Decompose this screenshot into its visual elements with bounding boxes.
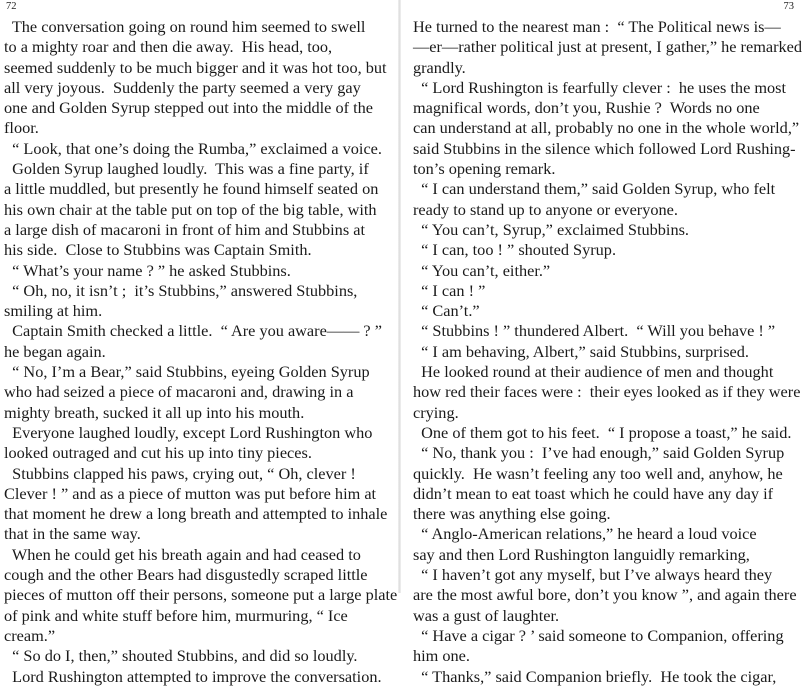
text-line: Clever ! ” and as a piece of mutton was put before him at [4, 483, 377, 503]
text-line: One of them got to his feet. “ I propose a toast,” he said. [413, 422, 792, 442]
book-gutter [398, 0, 401, 593]
text-line: “ Anglo-American relations,” he heard a loud voice [413, 524, 757, 544]
text-line: pieces of mutton off their persons, someone put a large plate [4, 585, 398, 605]
text-line: smiling at him. [4, 301, 103, 321]
text-line: his own chair at the table put on top of the big table, with [4, 199, 377, 219]
text-line: quickly. He wasn’t feeling any too well and, anyhow, he [413, 463, 783, 483]
text-line: When he could get his breath again and had ceased to [4, 544, 361, 564]
text-line: didn’t mean to eat toast which he could have any day if [413, 483, 774, 503]
page-number-left: 72 [6, 1, 17, 12]
text-line: “ Have a cigar ? ’ said someone to Companion, offering [413, 625, 784, 645]
text-line: “ Look, that one’s doing the Rumba,” exclaimed a voice. [4, 138, 382, 158]
text-line: a little muddled, but presently he found himself seated on [4, 179, 379, 199]
text-line: a large dish of macaroni in front of him and Stubbins at [4, 219, 365, 239]
text-line: crying. [413, 402, 459, 422]
text-line: Lord Rushington attempted to improve the conversation. [4, 666, 382, 686]
text-line: Captain Smith checked a little. “ Are you aware—— ? ” [4, 321, 382, 341]
text-line: The conversation going on round him seemed to swell [4, 17, 366, 36]
text-line: ton’s opening remark. [413, 159, 556, 179]
text-line: “ I can understand them,” said Golden Syrup, who felt [413, 179, 776, 199]
text-line: Everyone laughed loudly, except Lord Rushington who [4, 422, 373, 442]
text-line: say and then Lord Rushington languidly remarking, [413, 544, 750, 564]
text-line: all very joyous. Suddenly the party seemed a very gay [4, 77, 361, 97]
text-line: are the most awful bore, don’t you know ”, and again there [413, 585, 797, 605]
text-line: to a mighty roar and then die away. His head, too, [4, 37, 333, 57]
text-line: he began again. [4, 341, 106, 361]
text-line: of pink and white stuff before him, murmuring, “ Ice [4, 605, 348, 625]
text-line: was a gust of laughter. [413, 605, 560, 625]
text-line: “ I can ! ” [413, 280, 486, 300]
text-line: mighty breath, sucked it all up into his mouth. [4, 402, 305, 422]
page-number-right: 73 [783, 1, 794, 12]
text-line: cream.” [4, 625, 56, 645]
text-line: floor. [4, 118, 39, 138]
text-line: “ I haven’t got any myself, but I’ve always heard they [413, 565, 773, 585]
text-line: He turned to the nearest man : “ The Political news is— [413, 17, 781, 36]
text-line: “ So do I, then,” shouted Stubbins, and did so loudly. [4, 646, 358, 666]
text-line: “ Lord Rushington is fearfully clever : he uses the most [413, 77, 787, 97]
text-line: cough and the other Bears had disgustedly scraped little [4, 565, 368, 585]
text-line: magnifical words, don’t you, Rushie ? Words no one [413, 98, 760, 118]
right-page-text [413, 17, 802, 687]
text-line: —er—rather political just at present, I gather,” he remarked [413, 37, 802, 57]
text-line: his side. Close to Stubbins was Captain Smith. [4, 240, 312, 260]
text-line: that moment he drew a long breath and attempted to inhale [4, 504, 388, 524]
text-line: seemed suddenly to be much bigger and it was hot too, but [4, 57, 387, 77]
text-line: “ What’s your name ? ” he asked Stubbins. [4, 260, 291, 280]
text-line: “ No, I’m a Bear,” said Stubbins, eyeing Golden Syrup [4, 362, 370, 382]
text-line: Golden Syrup laughed loudly. This was a fine party, if [4, 159, 369, 179]
text-line: “ Oh, no, it isn’t ; it’s Stubbins,” answered Stubbins, [4, 280, 358, 300]
text-line: can understand at all, probably no one in the whole world,” [413, 118, 800, 138]
right-page [405, 0, 802, 686]
left-page-text [4, 17, 398, 687]
text-line: “ I can, too ! ” shouted Syrup. [413, 240, 617, 260]
text-line: “ Can’t.” [413, 301, 480, 321]
text-line: said Stubbins in the silence which followed Lord Rushing- [413, 138, 796, 158]
text-line: “ Stubbins ! ” thundered Albert. “ Will you behave ! ” [413, 321, 776, 341]
text-line: “ Thanks,” said Companion briefly. He took the cigar, [413, 666, 777, 686]
text-line: that in the same way. [4, 524, 141, 544]
text-line: grandly. [413, 57, 466, 77]
text-line: Stubbins clapped his paws, crying out, “ Oh, clever ! [4, 463, 356, 483]
text-line: He looked round at their audience of men and thought [413, 362, 774, 382]
text-line: there was anything else going. [413, 504, 611, 524]
text-line: “ You can’t, Syrup,” exclaimed Stubbins. [413, 219, 690, 239]
text-line: one and Golden Syrup stepped out into the middle of the [4, 98, 373, 118]
text-line: how red their faces were : their eyes looked as if they were [413, 382, 801, 402]
text-line: “ I am behaving, Albert,” said Stubbins, surprised. [413, 341, 749, 361]
text-line: him one. [413, 646, 470, 666]
text-line: ready to stand up to anyone or everyone. [413, 199, 678, 219]
text-line: who had seized a piece of macaroni and, drawing in a [4, 382, 354, 402]
left-page [0, 0, 398, 686]
text-line: “ No, thank you : I’ve had enough,” said Golden Syrup [413, 443, 785, 463]
text-line: looked outraged and cut his up into tiny pieces. [4, 443, 312, 463]
text-line: “ You can’t, either.” [413, 260, 551, 280]
